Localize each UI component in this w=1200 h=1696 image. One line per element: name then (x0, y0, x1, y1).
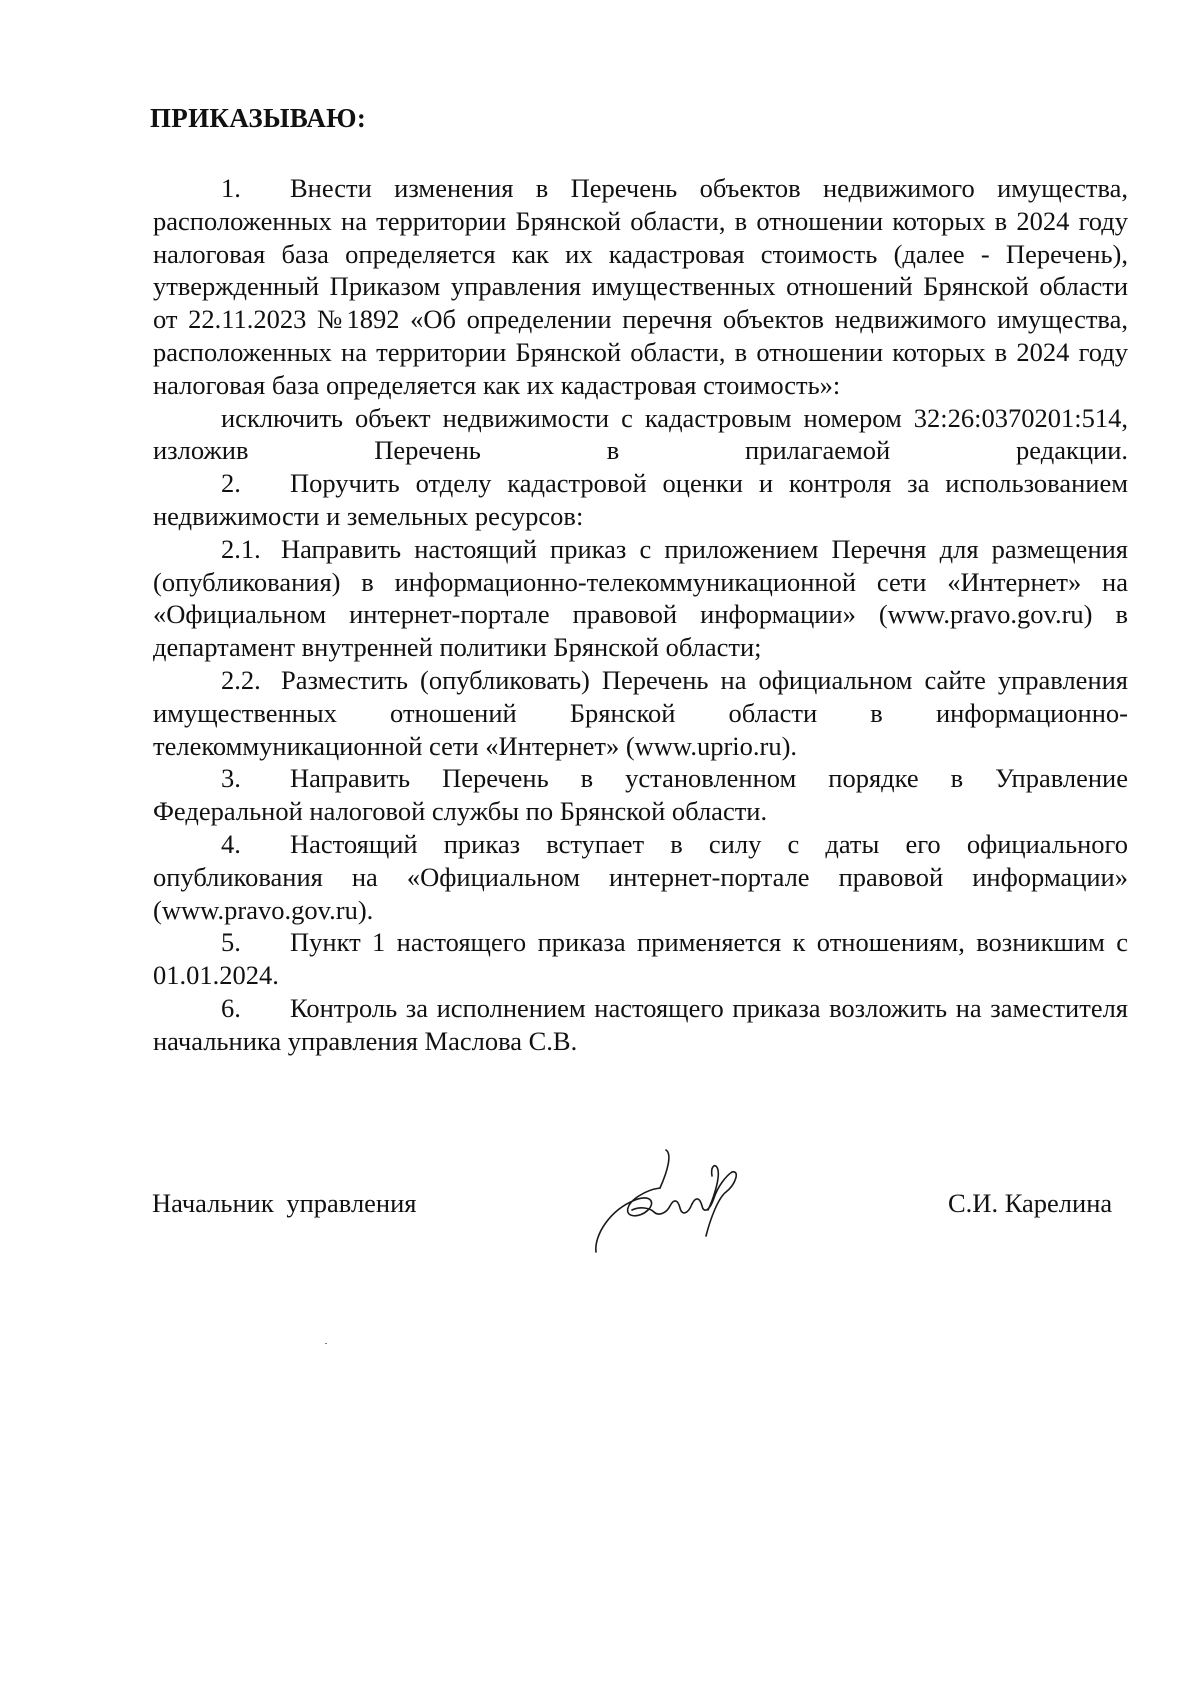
item-number: 5. (221, 927, 241, 958)
item-text: Направить настоящий приказ с приложением Перечня для размещения (опубликования) в информационно-телекоммуникационной сети «Интернет» на «Официальном интернет-портале правовой информации» (www.pravo.gov.ru) в департамент внутренней политики Брянской области; (153, 533, 1128, 663)
order-item-1-exclusion (153, 402, 1128, 468)
order-item-2-1 (153, 533, 1128, 664)
order-item-6 (153, 992, 1128, 1058)
item-number: 2.2. (221, 664, 261, 695)
order-heading: ПРИКАЗЫВАЮ: (150, 103, 367, 133)
order-item-1 (153, 172, 1128, 402)
item-text: Контроль за исполнением настоящего приказа возложить на заместителя начальника управления Маслова С.В. (153, 992, 1128, 1056)
item-text: Поручить отделу кадастровой оценки и контроля за использованием недвижимости и земельных ресурсов: (153, 468, 1128, 531)
order-body (153, 172, 1128, 1058)
item-text: Направить Перечень в установленном порядке в Управление Федеральной налоговой службы по Брянской области. (153, 763, 1128, 827)
signatory-title: Начальник управления (152, 1188, 417, 1218)
order-item-5 (153, 926, 1128, 992)
handwritten-signature (590, 1140, 770, 1260)
signatory-name: С.И. Карелина (948, 1188, 1113, 1218)
item-text: Разместить (опубликовать) Перечень на официальном сайте управления имущественных отношений Брянской области в информационно-телекоммуникационной сети «Интернет» (www.uprio.ru). (153, 664, 1128, 761)
item-text: исключить объект недвижимости с кадастровым номером 32:26:0370201:514, изложив Перечень в прилагаемой редакции. (153, 402, 1128, 466)
order-item-2-2 (153, 664, 1128, 762)
item-text: Настоящий приказ вступает в силу с даты его официального опубликования на «Официальном интернет-портале правовой информации» (www.pravo.gov.ru). (153, 828, 1128, 925)
order-item-3 (153, 762, 1128, 828)
item-number: 2. (221, 468, 241, 499)
item-number: 3. (221, 763, 241, 794)
order-item-4 (153, 828, 1128, 926)
item-number: 2.1. (221, 533, 261, 564)
item-number: 6. (221, 992, 241, 1023)
scan-speck (325, 1343, 327, 1344)
item-text: Внести изменения в Перечень объектов недвижимого имущества, расположенных на территории Брянской области, в отношении которых в 2024 году налоговая база определяется как их кадастровая стоимость (далее - Перечень), утвержденный Приказом управления имущественных отношений Брянской области от 22.11.2023 №1892 «Об определении перечня объектов недвижимого имущества, расположенных на территории Брянской области, в отношении которых в 2024 году налоговая база определяется как их кадастровая стоимость»: (153, 173, 1128, 400)
order-item-2 (153, 467, 1128, 533)
item-number: 1. (221, 173, 241, 203)
item-number: 4. (221, 828, 241, 859)
item-text: Пункт 1 настоящего приказа применяется к отношениям, возникшим с 01.01.2024. (153, 927, 1128, 991)
